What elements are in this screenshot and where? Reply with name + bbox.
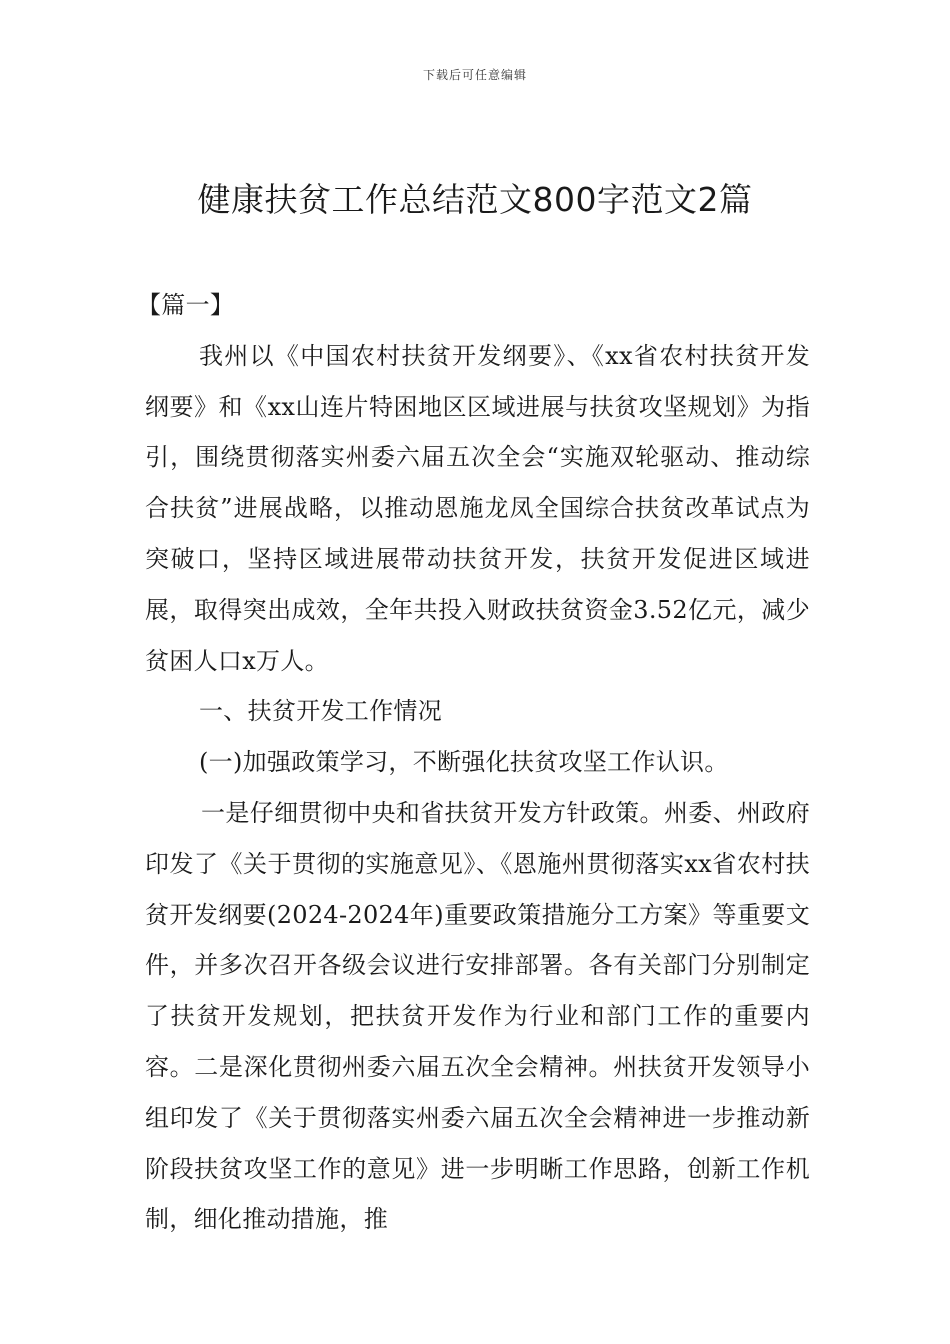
section-label: 【篇一】 xyxy=(137,291,235,319)
heading-section-one: 一、扶贫开发工作情况 xyxy=(199,697,442,726)
page-header-note: 下载后可任意编辑 xyxy=(422,68,527,82)
paragraph-intro: 我州以《中国农村扶贫开发纲要》、《xx省农村扶贫开发纲要》和《xx山连片特困地区区域进展与扶贫攻坚规划》为指引，围绕贯彻落实州委六届五次全会“实施双轮驱动、推动综合扶贫”进展战略，以推动恩施龙凤全国综合扶贫改革试点为突破口，坚持区域进展带动扶贫开发，扶贫开发促进区域进展，取得突出成效，全年共投入财政扶贫资金3.52亿元，减少贫困人口x万人。 xyxy=(145,341,810,675)
document-title: 健康扶贫工作总结范文800字范文2篇 xyxy=(197,180,753,219)
paragraph-policy-details: 一是仔细贯彻中央和省扶贫开发方针政策。州委、州政府印发了《关于贯彻的实施意见》、《恩施州贯彻落实xx省农村扶贫开发纲要(2024-2024年)重要政策措施分工方案》等重要文件，并多次召开各级会议进行安排部署。各有关部门分别制定了扶贫开发规划，把扶贫开发作为行业和部门工作的重要内容。二是深化贯彻州委六届五次全会精神。州扶贫开发领导小组印发了《关于贯彻落实州委六届五次全会精神进一步推动新阶段扶贫攻坚工作的意见》进一步明晰工作思路，创新工作机制，细化推动措施，推 xyxy=(145,798,810,1234)
subheading-policy-study: (一)加强政策学习，不断强化扶贫攻坚工作认识。 xyxy=(199,748,729,777)
document-body xyxy=(137,280,810,1245)
